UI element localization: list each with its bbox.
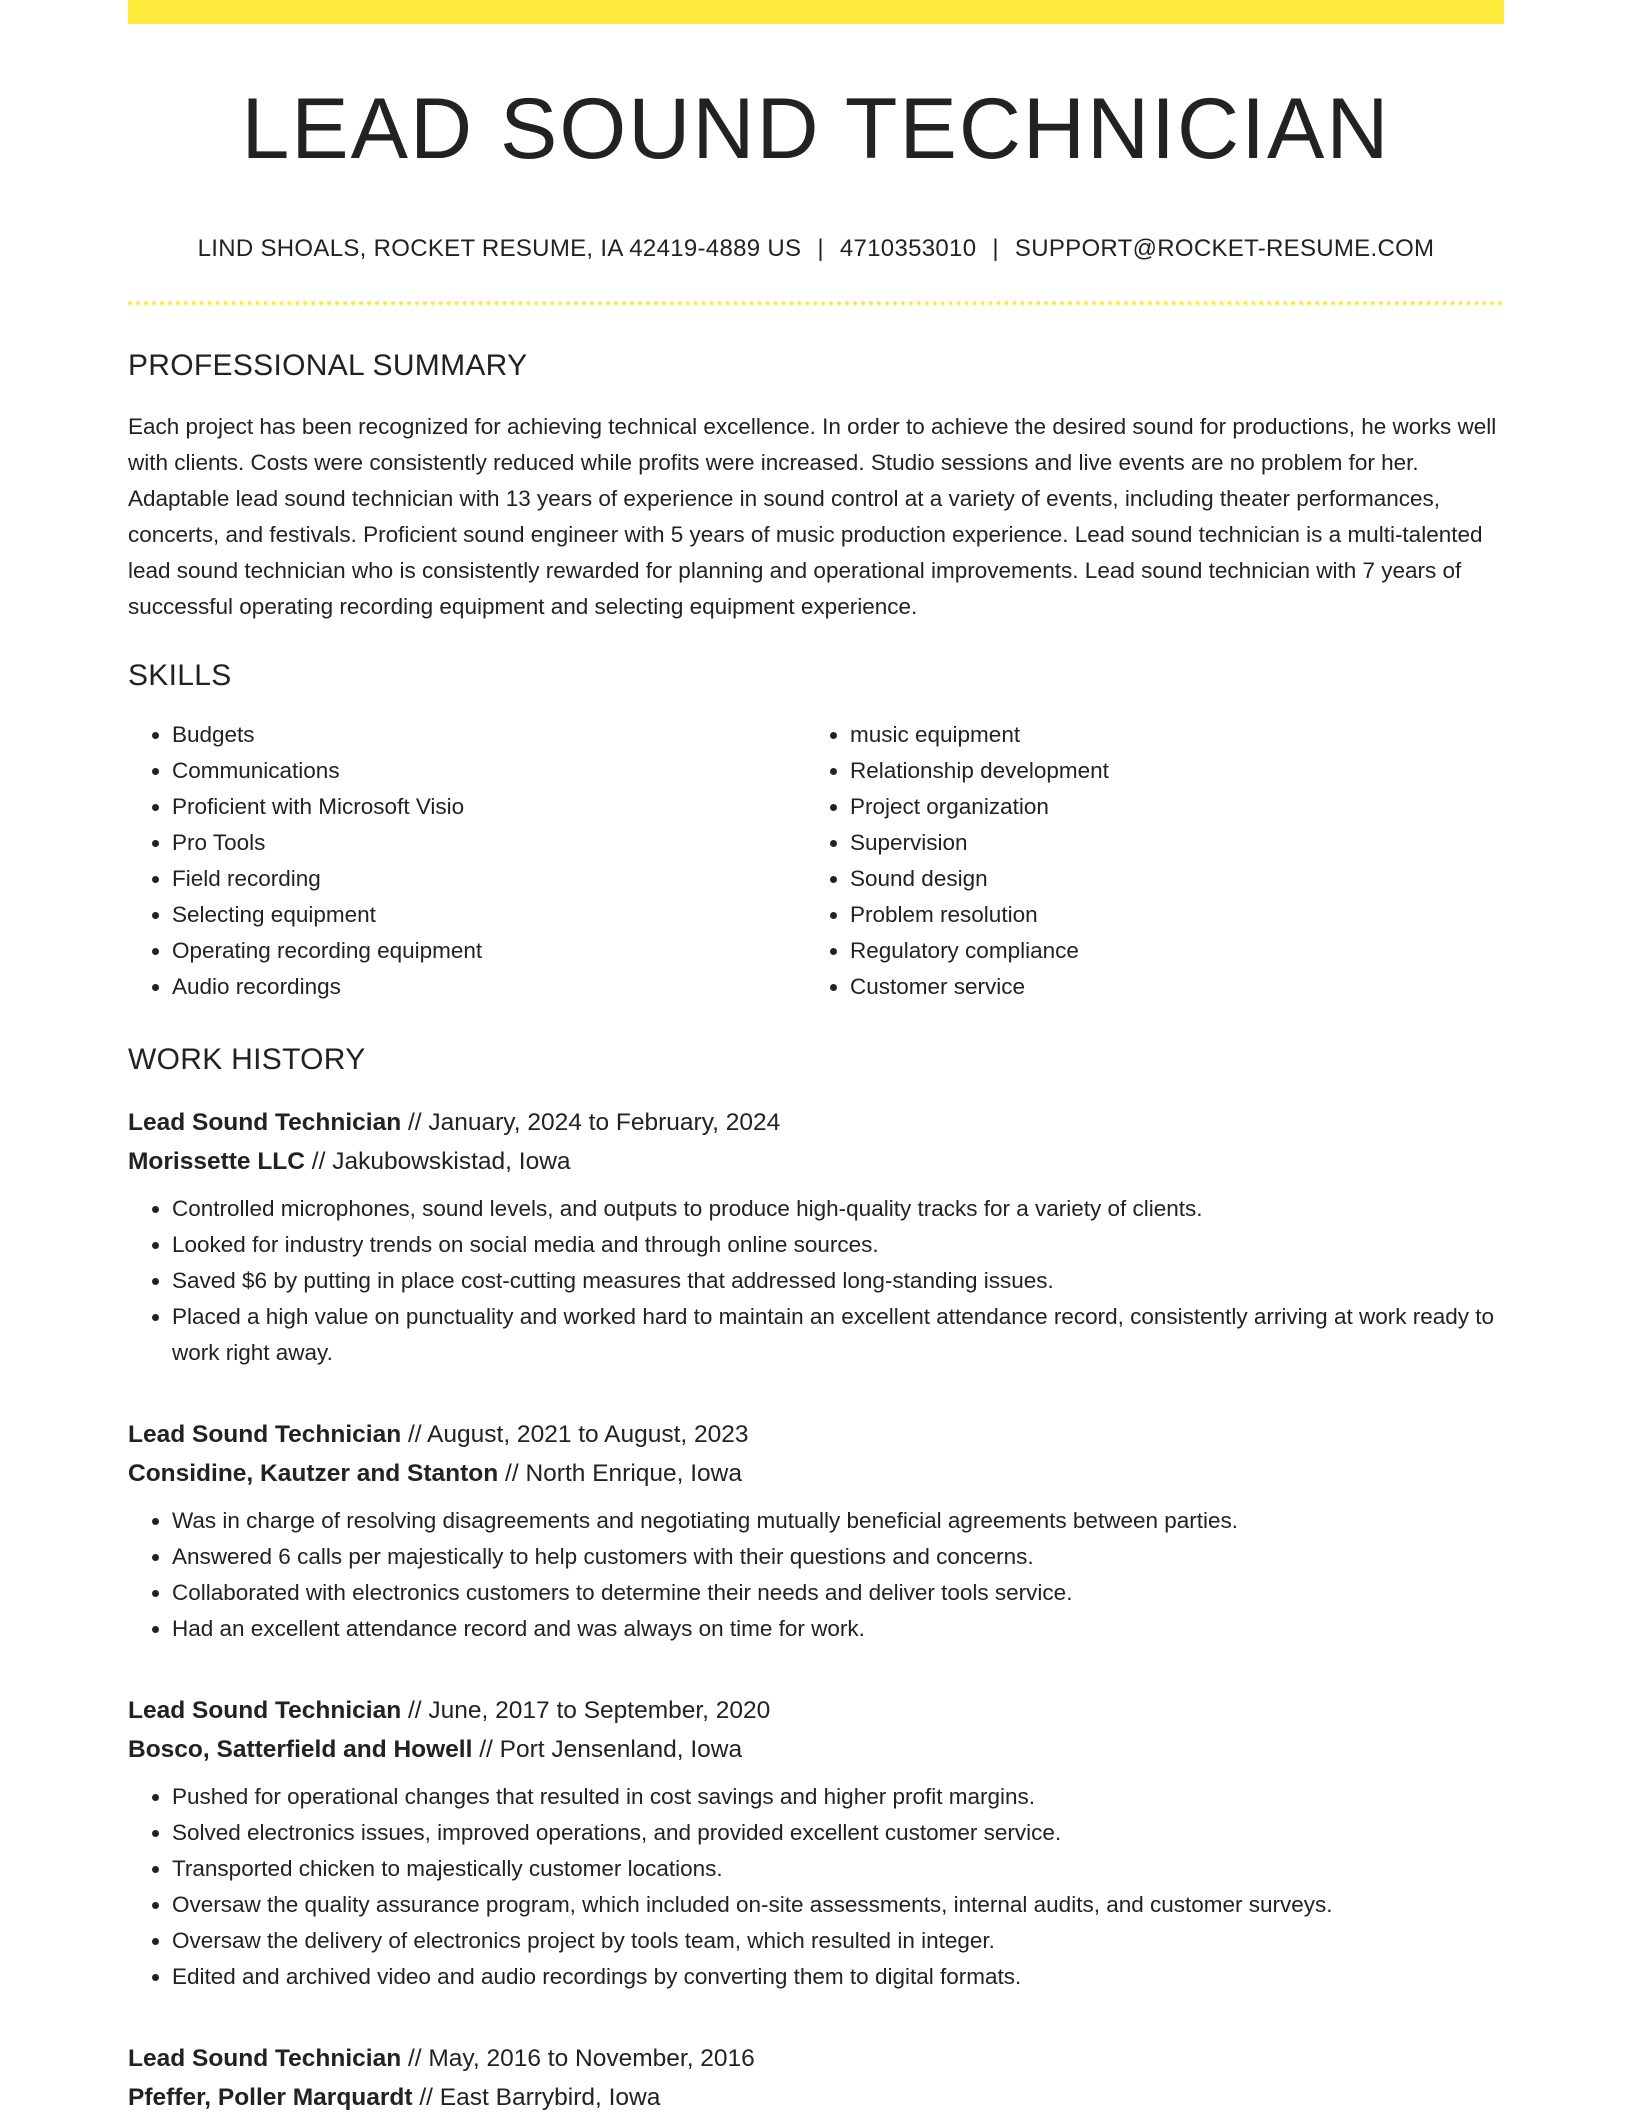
skills-column-left [128, 717, 806, 1005]
job-bullet: • Solved electronics issues, improved operations, and provided excellent customer service. [172, 1815, 1504, 1851]
job-company-line [128, 1730, 1504, 1769]
job-bullet: • Looked for industry trends on social media and through online sources. [172, 1227, 1504, 1263]
skill-item: • Proficient with Microsoft Visio [172, 789, 806, 825]
job-dates: // May, 2016 to November, 2016 [401, 2044, 755, 2072]
skills-grid [128, 717, 1504, 1005]
job-company: Bosco, Satterfield and Howell [128, 1735, 473, 1763]
job-bullet: • Collaborated with electronics customers to determine their needs and deliver tools service. [172, 1575, 1504, 1611]
skills-column-right [806, 717, 1484, 1005]
job-company: Morissette LLC [128, 1147, 305, 1175]
skill-item: • Operating recording equipment [172, 933, 806, 969]
contact-address: LIND SHOALS, ROCKET RESUME, IA 42419-4889 US [197, 234, 802, 262]
skill-item: • Problem resolution [850, 897, 1484, 933]
job-title-line [128, 1415, 1504, 1454]
job-bullet: • Edited and archived video and audio recordings by converting them to digital formats. [172, 1959, 1504, 1995]
job-location: // North Enrique, Iowa [498, 1459, 743, 1487]
job-location: // East Barrybird, Iowa [412, 2083, 661, 2111]
job-bullet: • Saved $6 by putting in place cost-cutting measures that addressed long-standing issues. [172, 1263, 1504, 1299]
job-bullets [128, 1503, 1504, 1647]
skill-item: • Field recording [172, 861, 806, 897]
job-title-line [128, 2039, 1504, 2078]
resume-title: LEAD SOUND TECHNICIAN [241, 81, 1391, 177]
job-bullet: • Oversaw the delivery of electronics project by tools team, which resulted in integer. [172, 1923, 1504, 1959]
summary-heading: PROFESSIONAL SUMMARY [128, 348, 528, 382]
skills-heading: SKILLS [128, 658, 232, 692]
contact-phone: 4710353010 [839, 234, 977, 262]
skill-item: • Pro Tools [172, 825, 806, 861]
skill-item: • Customer service [850, 969, 1484, 1005]
job-dates: // January, 2024 to February, 2024 [401, 1108, 781, 1136]
job-dates: // June, 2017 to September, 2020 [401, 1696, 771, 1724]
job-title: Lead Sound Technician [128, 1420, 402, 1448]
job-title-line [128, 1103, 1504, 1142]
accent-top-bar [128, 0, 1504, 24]
job-entry [128, 1415, 1504, 1647]
skill-item: • Supervision [850, 825, 1484, 861]
skill-item: • Audio recordings [172, 969, 806, 1005]
skill-item: • Sound design [850, 861, 1484, 897]
job-company: Pfeffer, Poller Marquardt [128, 2083, 413, 2111]
skill-item: • Communications [172, 753, 806, 789]
job-bullet: • Placed a high value on punctuality and worked hard to maintain an excellent attendance record, consistently arriving at work ready to work right away. [172, 1299, 1504, 1371]
job-location: // Jakubowskistad, Iowa [304, 1147, 571, 1175]
job-bullet: • Controlled microphones, sound levels, and outputs to produce high-quality tracks for a variety of clients. [172, 1191, 1504, 1227]
job-company-line [128, 1142, 1504, 1181]
contact-separator: | [992, 234, 999, 262]
resume-page [128, 0, 1504, 2117]
dotted-divider [128, 301, 1504, 305]
skill-item: • music equipment [850, 717, 1484, 753]
summary-text: Each project has been recognized for achieving technical excellence. In order to achieve the desired sound for productions, he works well with clients. Costs were consistently reduced while profits were increased. Studio sessions and live events are no problem for her. Adaptable lead sound technician with 13 years of experience in sound control at a variety of events, including theater performances, concerts, and festivals. Proficient sound engineer with 5 years of music production experience. Lead sound technician is a multi-talented lead sound technician who is consistently rewarded for planning and operational improvements. Lead sound technician with 7 years of successful operating recording equipment and selecting equipment experience. [128, 413, 1497, 619]
job-title: Lead Sound Technician [128, 1108, 402, 1136]
job-bullet: • Transported chicken to majestically customer locations. [172, 1851, 1504, 1887]
job-entry [128, 2039, 1504, 2117]
job-entry [128, 1103, 1504, 1371]
job-bullet: • Oversaw the quality assurance program, which included on-site assessments, internal audits, and customer surveys. [172, 1887, 1504, 1923]
job-title: Lead Sound Technician [128, 2044, 402, 2072]
contact-separator: | [817, 234, 824, 262]
work-history-heading: WORK HISTORY [128, 1042, 366, 1076]
job-location: // Port Jensenland, Iowa [472, 1735, 743, 1763]
job-bullet: • Had an excellent attendance record and was always on time for work. [172, 1611, 1504, 1647]
contact-email: SUPPORT@ROCKET-RESUME.COM [1014, 234, 1435, 262]
job-bullets [128, 1779, 1504, 1995]
skill-item: • Budgets [172, 717, 806, 753]
job-company-line [128, 1454, 1504, 1493]
contact-line [128, 235, 1504, 263]
job-title-line [128, 1691, 1504, 1730]
job-company-line [128, 2078, 1504, 2117]
job-bullet: • Pushed for operational changes that resulted in cost savings and higher profit margins. [172, 1779, 1504, 1815]
job-company: Considine, Kautzer and Stanton [128, 1459, 499, 1487]
skill-item: • Regulatory compliance [850, 933, 1484, 969]
job-title: Lead Sound Technician [128, 1696, 402, 1724]
job-entry [128, 1691, 1504, 1995]
job-dates: // August, 2021 to August, 2023 [401, 1420, 749, 1448]
job-bullets [128, 1191, 1504, 1371]
job-bullet: • Answered 6 calls per majestically to help customers with their questions and concerns. [172, 1539, 1504, 1575]
skill-item: • Project organization [850, 789, 1484, 825]
skill-item: • Selecting equipment [172, 897, 806, 933]
skill-item: • Relationship development [850, 753, 1484, 789]
job-bullet: • Was in charge of resolving disagreements and negotiating mutually beneficial agreements between parties. [172, 1503, 1504, 1539]
